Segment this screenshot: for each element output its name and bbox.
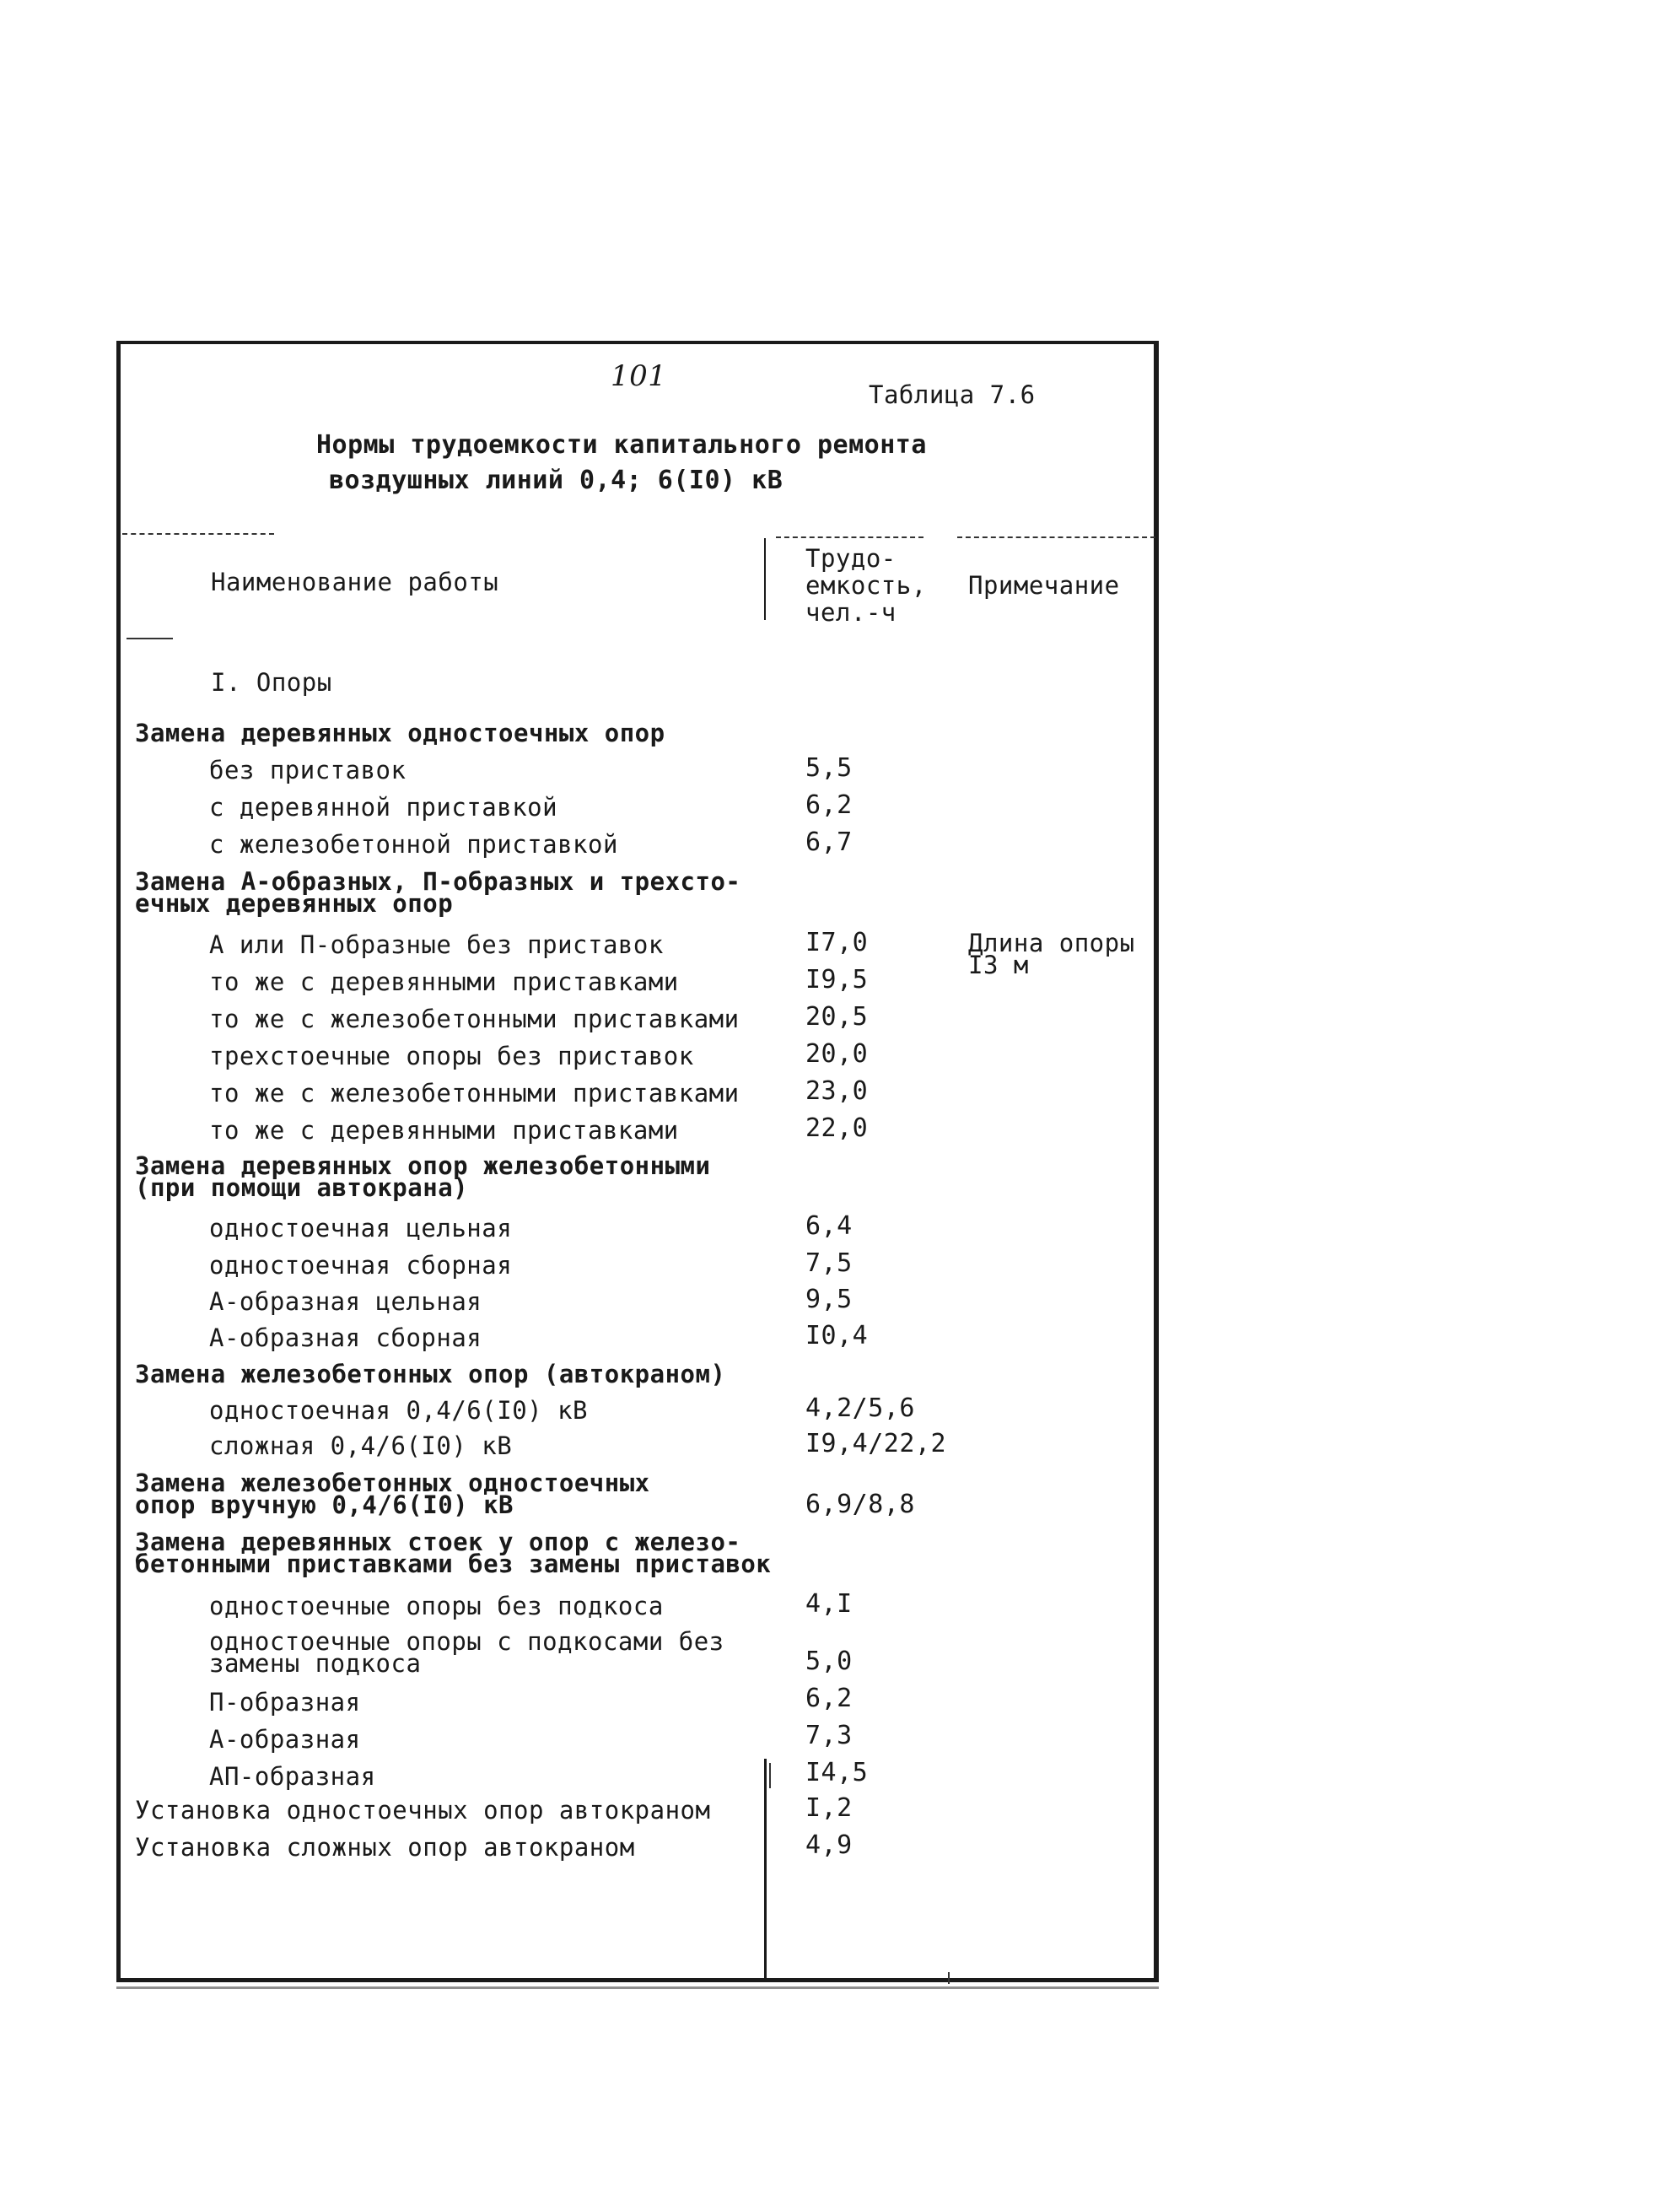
row-value: I4,5 [805,1758,869,1787]
row-name: Замена деревянных одностоечных опор [135,719,665,747]
header-rule-under [127,638,173,639]
row-value: 7,3 [805,1721,853,1750]
row-value: 6,2 [805,790,853,820]
row-value: 5,5 [805,753,853,783]
row-name: А-образная сборная [209,1323,482,1352]
row-name: трехстоечные опоры без приставок [209,1042,694,1070]
row-name: то же с деревянными приставками [209,1116,679,1145]
row-value: 6,4 [805,1211,853,1241]
row-name: одностоечная сборная [209,1251,513,1280]
row-name: опор вручную 0,4/6(I0) кВ [135,1490,514,1519]
row-value: 5,0 [805,1647,853,1676]
row-value: I7,0 [805,928,869,957]
row-name: то же с железобетонными приставками [209,1079,740,1108]
row-name: то же с железобетонными приставками [209,1005,740,1033]
row-value: I,2 [805,1793,853,1823]
row-name: одностоечные опоры без подкоса [209,1592,664,1620]
row-name: сложная 0,4/6(I0) кВ [209,1431,513,1460]
row-name: одностоечные опоры с подкосами без [209,1627,724,1656]
row-value: 4,2/5,6 [805,1393,915,1423]
row-value: 7,5 [805,1248,853,1278]
row-value: 4,I [805,1589,853,1619]
row-name: одностоечная 0,4/6(I0) кВ [209,1396,588,1425]
header-rule-left [122,533,274,535]
frame-bottom-shadow [116,1986,1159,1989]
row-note: I3 м [968,951,1029,979]
header-rule-mid [776,536,923,538]
header-rule-right [957,536,1155,538]
row-name: А-образная цельная [209,1287,482,1316]
row-name: П-образная [209,1688,361,1717]
column-header-labor-3: чел.-ч [805,598,897,627]
column-header-note: Примечание [968,571,1120,600]
row-value: 4,9 [805,1830,853,1860]
table-title-line2: воздушных линий 0,4; 6(I0) кВ [329,466,783,495]
row-value: I0,4 [805,1321,869,1350]
row-value: 20,5 [805,1002,869,1032]
column-header-name: Наименование работы [211,568,499,596]
row-name: то же с деревянными приставками [209,968,679,996]
section-heading: I. Опоры [211,668,332,697]
column-separator-tick [769,1763,771,1788]
table-label: Таблица 7.6 [869,380,1036,409]
column-header-labor-2: емкость, [805,571,927,600]
row-value: 20,0 [805,1039,869,1069]
row-name: с деревянной приставкой [209,793,558,822]
row-value: I9,5 [805,965,869,994]
row-name: Установка сложных опор автокраном [135,1833,635,1862]
row-name: с железобетонной приставкой [209,830,618,859]
row-value: 23,0 [805,1076,869,1106]
table-title-line1: Нормы трудоемкости капитального ремонта [316,430,927,460]
row-name: Замена деревянных опор железобетонными [135,1151,711,1180]
row-name: Замена железобетонных одностоечных [135,1469,650,1497]
row-name: Установка одностоечных опор автокраном [135,1796,711,1825]
row-name: ечных деревянных опор [135,889,454,918]
row-value: I9,4/22,2 [805,1429,947,1458]
column-separator [764,1759,767,1982]
row-note: Длина опоры [968,929,1135,957]
row-name: Замена деревянных стоек у опор с железо- [135,1528,741,1556]
row-value: 6,9/8,8 [805,1490,915,1519]
row-name: бетонными приставками без замены приставок [135,1550,772,1578]
row-name: Замена железобетонных опор (автокраном) [135,1360,726,1388]
row-name: АП-образная [209,1762,376,1791]
row-name: одностоечная цельная [209,1214,513,1242]
column-separator-header [764,538,766,620]
row-name: без приставок [209,756,407,784]
note-column-tick [948,1972,950,1984]
row-name: А или П-образные без приставок [209,930,664,959]
row-value: 6,7 [805,827,853,857]
row-name: (при помощи автокрана) [135,1173,469,1202]
column-header-labor-1: Трудо- [805,544,897,573]
row-name: замены подкоса [209,1649,422,1678]
row-value: 22,0 [805,1113,869,1143]
row-name: Замена А-образных, П-образных и трехсто- [135,867,741,896]
page-number: 101 [611,359,667,393]
row-value: 9,5 [805,1285,853,1314]
row-value: 6,2 [805,1684,853,1713]
row-name: А-образная [209,1725,361,1754]
